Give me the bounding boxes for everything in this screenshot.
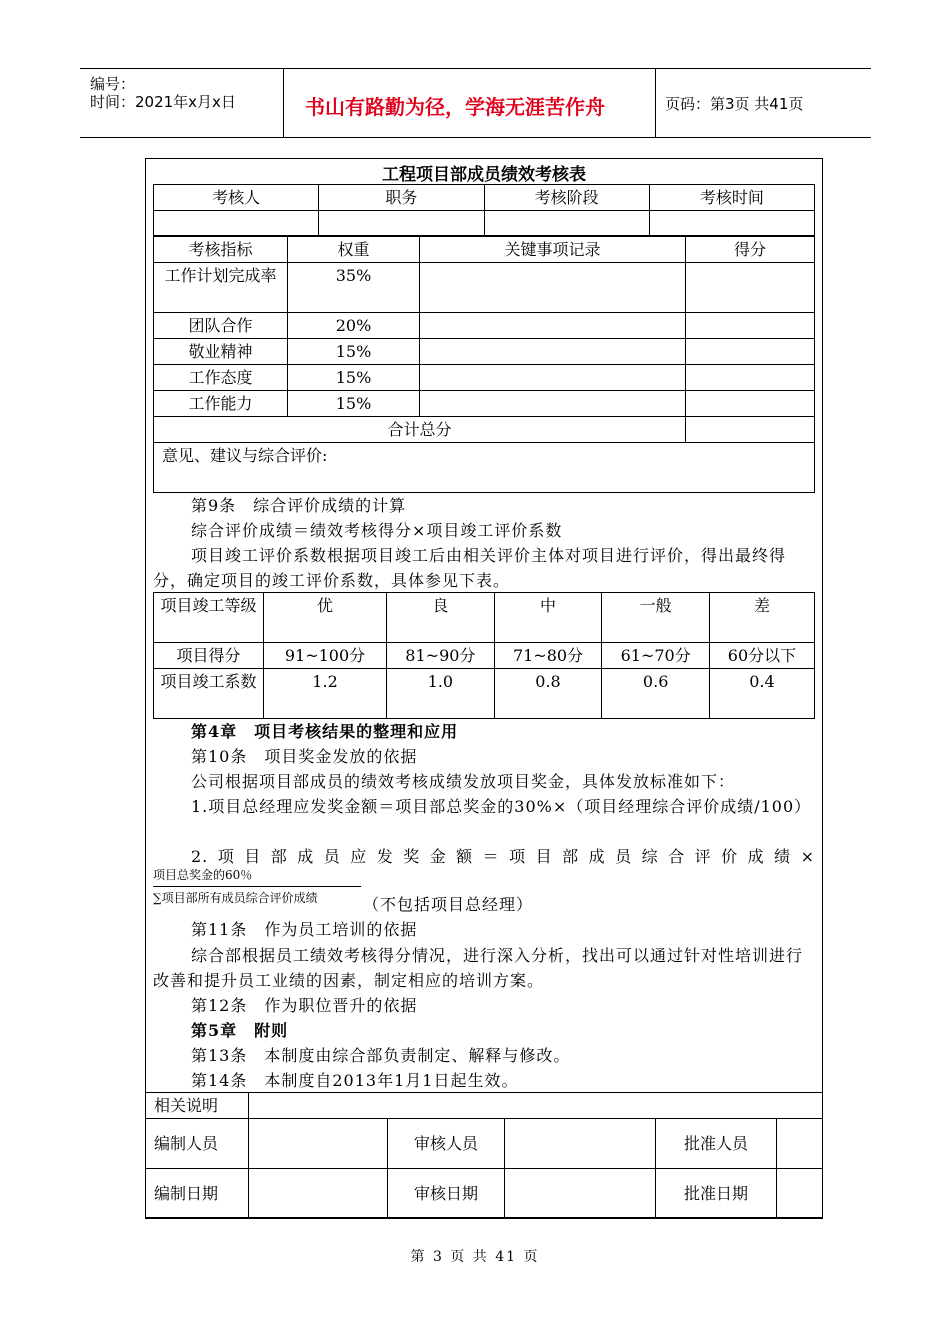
coef-row-label: 项目竣工系数 [154,669,264,719]
score-row-label: 项目得分 [154,643,264,669]
signoff-table [145,1092,823,1219]
stage-cell[interactable] [484,211,649,236]
grade-cell: 中 [494,593,602,643]
col-assessor: 考核人 [154,185,319,211]
key-record-cell[interactable] [420,391,686,417]
score-cell[interactable] [686,365,815,391]
article-9-title: 第9条 综合评价成绩的计算 [191,496,407,515]
score-range-cell: 60分以下 [709,643,814,669]
page-footer: 第 3 页 共 41 页 [410,1249,540,1265]
article-11-title: 第11条 作为员工培训的依据 [191,920,418,939]
key-record-cell[interactable] [420,313,686,339]
header-motto: 书山有路勤为径，学海无涯苦作舟 [305,95,605,119]
fraction-bar [153,886,361,887]
article-12-title: 第12条 作为职位晋升的依据 [191,996,418,1015]
reviewer-cell[interactable] [505,1119,656,1169]
article-10-intro: 公司根据项目部成员的绩效考核成绩发放项目奖金，具体发放标准如下： [191,772,736,791]
col-weight: 权重 [288,237,420,263]
indicator-weight: 20% [288,313,420,339]
formula-numerator: 项目总奖金的60％ [153,868,253,882]
approve-date-label: 批准日期 [656,1169,777,1219]
time-cell[interactable] [649,211,814,236]
related-notes-cell[interactable] [249,1093,823,1119]
chapter-4-heading: 第4章 项目考核结果的整理和应用 [191,722,459,741]
col-stage: 考核阶段 [484,185,649,211]
author-date-cell[interactable] [249,1169,388,1219]
coef-cell: 0.4 [709,669,814,719]
col-score: 得分 [686,237,815,263]
article-10-item-2: 2.项目部成员应发奖金额＝项目部成员综合评价成绩× [191,847,815,866]
article-10-item-1: 1.项目总经理应发奖金额＝项目部总奖金的30%×（项目经理综合评价成绩/100） [191,797,812,816]
article-11-description: 综合部根据员工绩效考核得分情况，进行深入分析，找出可以通过针对性培训进行改善和提升员工业绩的因素，制定相应的培训方案。 [153,946,804,990]
author-cell[interactable] [249,1119,388,1169]
author-date-label: 编制日期 [146,1169,249,1219]
score-range-cell: 71~80分 [494,643,602,669]
key-record-cell[interactable] [420,365,686,391]
page-header [80,68,871,138]
grade-cell: 一般 [602,593,710,643]
col-position: 职务 [319,185,484,211]
score-range-cell: 81~90分 [387,643,495,669]
page-number-label: 页码：第3页 共41页 [665,95,804,113]
score-cell[interactable] [686,313,815,339]
approver-label: 批准人员 [656,1119,777,1169]
grade-cell: 良 [387,593,495,643]
col-time: 考核时间 [649,185,814,211]
grade-table [153,592,815,719]
total-label: 合计总分 [154,417,686,443]
position-cell[interactable] [319,211,484,236]
author-label: 编制人员 [146,1119,249,1169]
chapter-5-heading: 第5章 附则 [191,1021,289,1040]
indicator-weight: 15% [288,365,420,391]
score-cell[interactable] [686,391,815,417]
formula-note: （不包括项目总经理） [363,895,534,914]
form-title: 工程项目部成员绩效考核表 [382,165,586,185]
coef-cell: 1.2 [264,669,387,719]
article-9-formula: 综合评价成绩＝绩效考核得分×项目竣工评价系数 [191,521,563,540]
document-number-label: 编号： [90,75,136,93]
grade-row-label: 项目竣工等级 [154,593,264,643]
indicator-table [153,236,815,493]
indicator-weight: 15% [288,391,420,417]
document-date-label: 时间：2021年x月x日 [90,93,236,111]
related-notes-label: 相关说明 [146,1093,249,1119]
assessor-cell[interactable] [154,211,319,236]
approver-cell[interactable] [777,1119,823,1169]
indicator-weight: 35% [288,263,420,313]
col-key-record: 关键事项记录 [420,237,686,263]
formula-denominator: ∑项目部所有成员综合评价成绩 [153,891,318,905]
grade-cell: 差 [709,593,814,643]
indicator-name: 敬业精神 [154,339,288,365]
indicator-weight: 15% [288,339,420,365]
indicator-name: 工作态度 [154,365,288,391]
grade-cell: 优 [264,593,387,643]
review-date-cell[interactable] [505,1169,656,1219]
header-divider [655,69,656,137]
score-range-cell: 61~70分 [602,643,710,669]
score-cell[interactable] [686,263,815,313]
reviewer-label: 审核人员 [388,1119,505,1169]
indicator-name: 工作能力 [154,391,288,417]
score-cell[interactable] [686,339,815,365]
indicator-name: 团队合作 [154,313,288,339]
total-score-cell[interactable] [686,417,815,443]
opinion-label: 意见、建议与综合评价: [154,443,815,493]
coef-cell: 0.8 [494,669,602,719]
approve-date-cell[interactable] [777,1169,823,1219]
article-10-title: 第10条 项目奖金发放的依据 [191,747,418,766]
coef-cell: 0.6 [602,669,710,719]
col-indicator: 考核指标 [154,237,288,263]
indicator-name: 工作计划完成率 [154,263,288,313]
key-record-cell[interactable] [420,339,686,365]
article-13: 第13条 本制度由综合部负责制定、解释与修改。 [191,1046,571,1065]
header-divider [283,69,284,137]
article-14: 第14条 本制度自2013年1月1日起生效。 [191,1071,519,1090]
article-9-description: 项目竣工评价系数根据项目竣工后由相关评价主体对项目进行评价，得出最终得分，确定项目的竣工评价系数，具体参见下表。 [153,546,787,590]
score-range-cell: 91~100分 [264,643,387,669]
assessor-table [153,184,815,236]
coef-cell: 1.0 [387,669,495,719]
review-date-label: 审核日期 [388,1169,505,1219]
key-record-cell[interactable] [420,263,686,313]
